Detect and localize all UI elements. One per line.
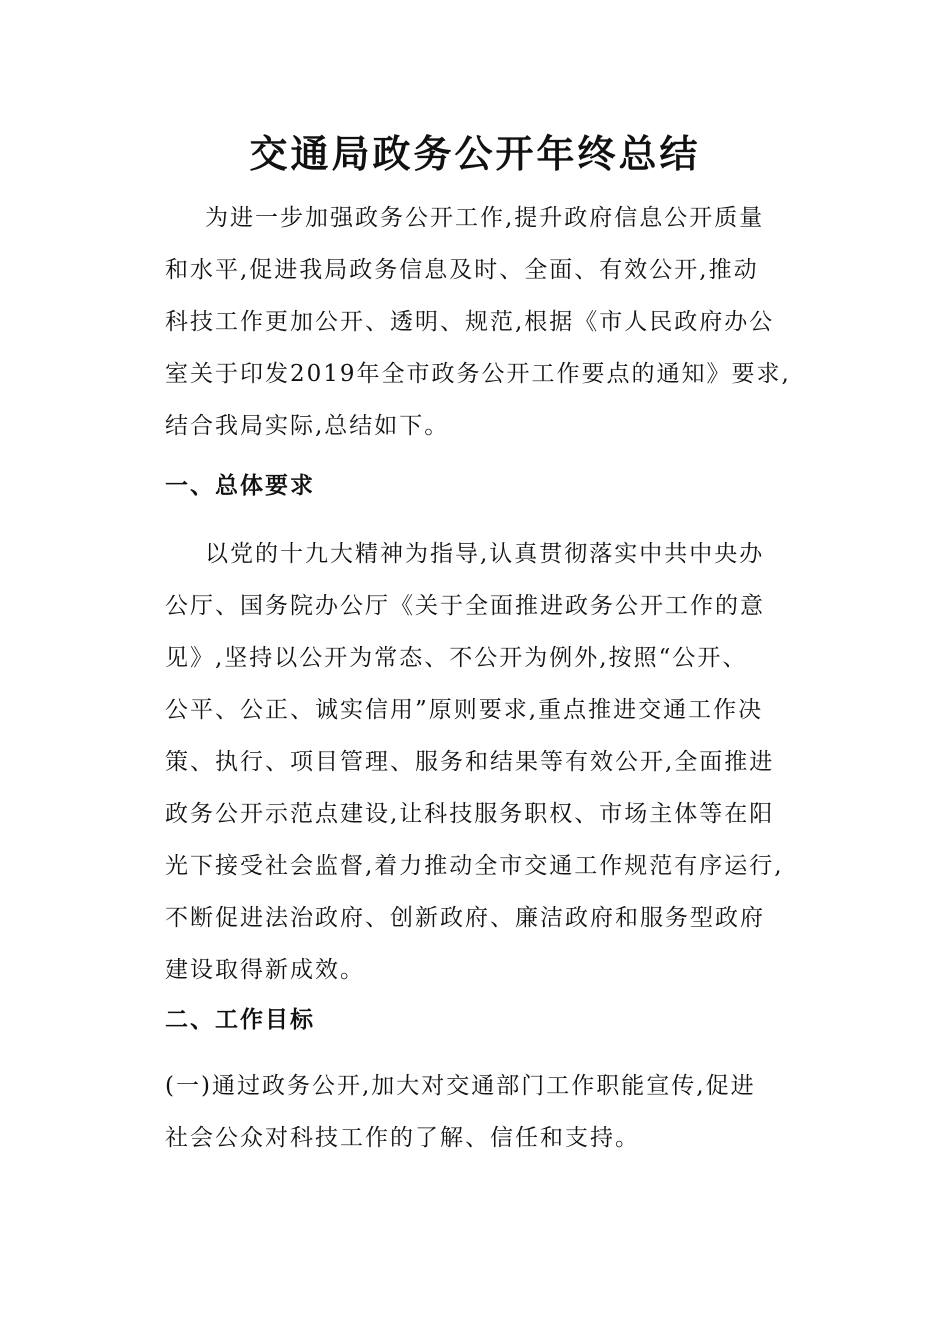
paragraph-line: 以党的十九大精神为指导,认真贯彻落实中共中央办 <box>205 541 765 567</box>
paragraph-line: 不断促进法治政府、创新政府、廉洁政府和服务型政府 <box>165 905 765 931</box>
intro-line: 科技工作更加公开、透明、规范,根据《市人民政府办公 <box>165 309 775 335</box>
intro-line: 结合我局实际,总结如下。 <box>165 413 450 439</box>
work-goals-paragraph <box>165 1060 805 1164</box>
document-title: 交通局政务公开年终总结 <box>249 131 701 176</box>
paragraph-line: 公平、公正、诚实信用”原则要求,重点推进交通工作决 <box>165 697 764 723</box>
paragraph-line: (一)通过政务公开,加大对交通部门工作职能宣传,促进 <box>165 1073 756 1099</box>
paragraph-line: 见》,坚持以公开为常态、不公开为例外,按照“公开、 <box>165 645 748 671</box>
paragraph-line: 建设取得新成效。 <box>165 957 365 983</box>
intro-line: 为进一步加强政务公开工作,提升政府信息公开质量 <box>205 205 765 231</box>
intro-paragraph <box>165 192 805 452</box>
section-heading-work-goals: 二、工作目标 <box>165 1006 315 1033</box>
intro-line: 和水平,促进我局政务信息及时、全面、有效公开,推动 <box>165 257 759 283</box>
intro-line: 室关于印发2019年全市政务公开工作要点的通知》要求, <box>165 361 791 387</box>
paragraph-line: 策、执行、项目管理、服务和结果等有效公开,全面推进 <box>165 749 775 775</box>
section-heading-overall-requirements: 一、总体要求 <box>165 472 315 499</box>
overall-requirements-paragraph <box>165 528 805 996</box>
paragraph-line: 公厅、国务院办公厅《关于全面推进政务公开工作的意 <box>165 593 765 619</box>
paragraph-line: 社会公众对科技工作的了解、信任和支持。 <box>165 1125 640 1151</box>
paragraph-line: 政务公开示范点建设,让科技服务职权、市场主体等在阳 <box>165 801 775 827</box>
paragraph-line: 光下接受社会监督,着力推动全市交通工作规范有序运行, <box>165 853 784 879</box>
